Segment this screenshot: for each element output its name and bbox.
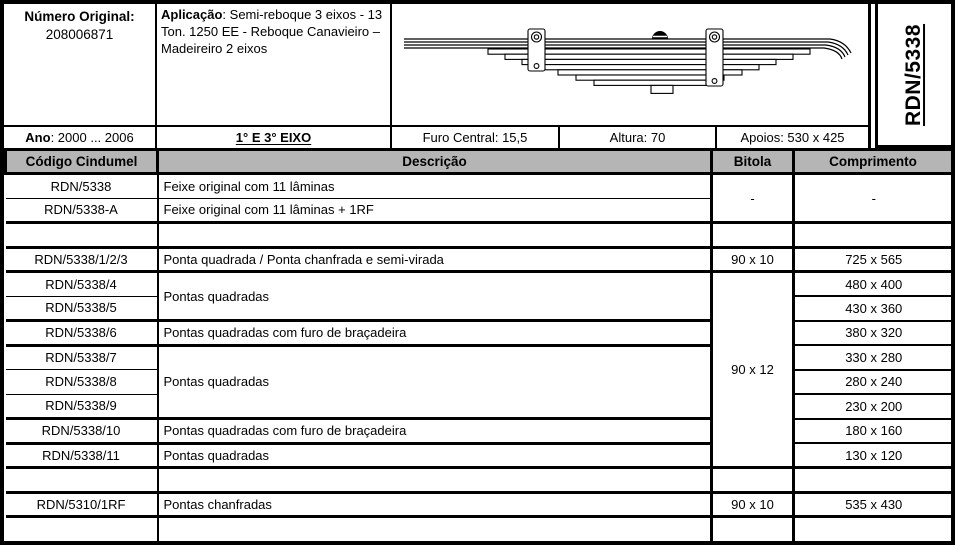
cell-bitola: - <box>712 174 794 223</box>
cell-desc-empty <box>158 223 712 248</box>
cell-bitola-empty <box>712 468 794 493</box>
cell-bitola-empty <box>712 223 794 248</box>
cell-bitola-empty <box>712 517 794 542</box>
cell-desc: Pontas quadradas <box>158 345 712 419</box>
cell-code: RDN/5338/6 <box>6 321 158 346</box>
aplicacao-label: Aplicação <box>161 7 223 22</box>
numero-original-label: Número Original: <box>24 9 135 24</box>
cell-bitola: 90 x 10 <box>712 492 794 517</box>
part-code-vertical-label: RDN/5338 <box>902 23 926 126</box>
cell-comp-empty <box>794 223 953 248</box>
apoios-cell <box>717 127 871 148</box>
table-row <box>6 443 953 468</box>
column-header-comprimento: Comprimento <box>794 150 953 174</box>
cell-code: RDN/5338-A <box>6 198 158 223</box>
cell-comp: - <box>871 190 876 206</box>
cell-code: RDN/5338 <box>6 174 158 199</box>
cell-desc-empty <box>158 517 712 542</box>
column-header-codigo: Código Cindumel <box>6 150 158 174</box>
aplicacao-cell <box>157 4 392 127</box>
cell-desc: Pontas quadradas <box>158 272 712 321</box>
cell-comp: 430 x 360 <box>794 296 953 321</box>
cell-code: RDN/5338/8 <box>6 370 158 395</box>
cell-code: RDN/5338/5 <box>6 296 158 321</box>
cell-desc: Feixe original com 11 lâminas <box>158 174 712 199</box>
cell-desc: Pontas chanfradas <box>158 492 712 517</box>
clamp-right <box>706 29 723 86</box>
leaf-spring-drawing-cell <box>392 4 871 127</box>
cell-desc: Pontas quadradas com furo de braçadeira <box>158 419 712 444</box>
cell-comp: 380 x 320 <box>794 321 953 346</box>
ano-cell <box>4 127 157 148</box>
cell-comp-empty <box>794 468 953 493</box>
table-row <box>6 419 953 444</box>
cell-comp: 280 x 240 <box>794 370 953 395</box>
apoios-value: Apoios: 530 x 425 <box>740 130 845 145</box>
parts-table <box>4 148 954 541</box>
cell-desc-empty <box>158 468 712 493</box>
cell-code: RDN/5310/1RF <box>6 492 158 517</box>
clamp-left <box>528 29 545 71</box>
cell-code-empty <box>6 517 158 542</box>
cell-comp: 230 x 200 <box>794 394 953 419</box>
ano-label: Ano <box>25 130 51 145</box>
table-row-empty <box>6 517 953 542</box>
cell-code-empty <box>6 468 158 493</box>
table-row <box>6 174 953 199</box>
cell-code: RDN/5338/11 <box>6 443 158 468</box>
cell-code-empty <box>6 223 158 248</box>
column-header-descricao: Descrição <box>158 150 712 174</box>
cell-desc: Pontas quadradas <box>158 443 712 468</box>
table-row <box>6 492 953 517</box>
table-row-empty <box>6 223 953 248</box>
cell-desc: Ponta quadrada / Ponta chanfrada e semi-virada <box>158 247 712 272</box>
table-header-row <box>6 150 953 174</box>
furo-central-cell <box>392 127 560 148</box>
cell-bitola: 90 x 12 <box>712 272 794 468</box>
datasheet-header <box>4 4 951 148</box>
eixo-label: 1° E 3° EIXO <box>235 130 312 145</box>
table-row-empty <box>6 468 953 493</box>
cell-desc: Pontas quadradas com furo de braçadeira <box>158 321 712 346</box>
cell-code: RDN/5338/7 <box>6 345 158 370</box>
eixo-cell <box>157 127 392 148</box>
ano-value: : 2000 ... 2006 <box>50 130 134 145</box>
cell-code: RDN/5338/10 <box>6 419 158 444</box>
furo-central-value: Furo Central: 15,5 <box>422 130 528 145</box>
cell-comp-empty <box>794 517 953 542</box>
cell-code: RDN/5338/4 <box>6 272 158 297</box>
table-row <box>6 272 953 297</box>
numero-original-value: 208006871 <box>45 26 114 42</box>
cell-desc: Feixe original com 11 lâminas + 1RF <box>158 198 712 223</box>
table-row <box>6 321 953 346</box>
table-row <box>6 345 953 370</box>
leaf-spring-drawing <box>392 4 868 125</box>
table-row <box>6 247 953 272</box>
aplicacao-value: : Semi-reboque 3 eixos - 13 Ton. 1250 EE - Reboque Canavieiro – Madeireiro 2 eixos <box>161 7 383 56</box>
cell-comp: 130 x 120 <box>794 443 953 468</box>
cell-comp: 180 x 160 <box>794 419 953 444</box>
altura-cell <box>560 127 717 148</box>
cell-comp: 330 x 280 <box>794 345 953 370</box>
cell-bitola: 90 x 10 <box>712 247 794 272</box>
part-code-cell <box>875 4 951 148</box>
numero-original-cell <box>4 4 157 127</box>
column-header-bitola: Bitola <box>712 150 794 174</box>
cell-comp: 480 x 400 <box>794 272 953 297</box>
cell-code: RDN/5338/9 <box>6 394 158 419</box>
cell-comp: 725 x 565 <box>794 247 953 272</box>
cell-comp: 535 x 430 <box>794 492 953 517</box>
altura-value: Altura: 70 <box>609 130 666 145</box>
cell-code: RDN/5338/1/2/3 <box>6 247 158 272</box>
